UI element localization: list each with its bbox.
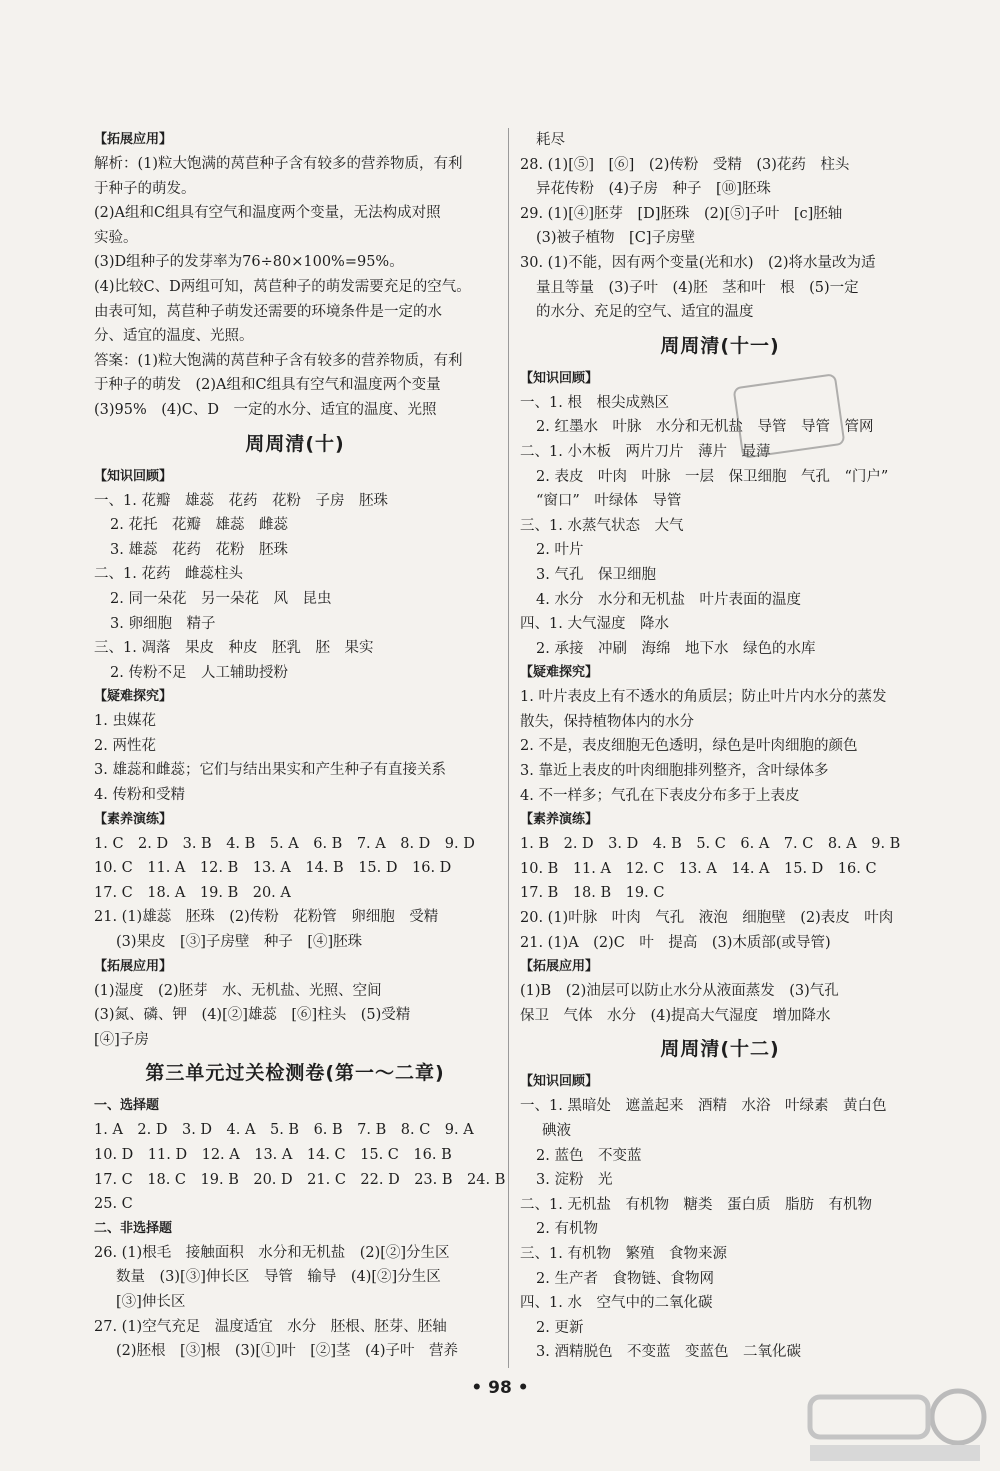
answer-line: 解析：(1)粒大饱满的莴苣种子含有较多的营养物质，有利 <box>94 156 463 172</box>
answer-line: 2. 不是，表皮细胞无色透明，绿色是叶肉细胞的颜色 <box>520 738 858 755</box>
section-heading: 【知识回顾】 <box>520 370 599 386</box>
answer-line: 2. 同一朵花 另一朵花 风 昆虫 <box>110 590 332 607</box>
answer-line: 2. 蓝色 不变蓝 <box>536 1147 642 1164</box>
answer-line: 1. 虫媒花 <box>94 713 156 730</box>
answer-line: (1)B (2)油层可以防止水分从液面蒸发 (3)气孔 <box>520 983 839 1000</box>
answer-line: 二、1. 小木板 两片刀片 薄片 最薄 <box>520 443 771 460</box>
answer-line: 1. B 2. D 3. D 4. B 5. C 6. A 7. C 8. A 9. B <box>520 836 901 853</box>
left-column <box>94 128 506 1364</box>
answer-line: 28. (1)[⑤] [⑥] (2)传粉 受精 (3)花药 柱头 <box>520 156 850 173</box>
answer-line: (4)比较C、D两组可知，莴苣种子的萌发需要充足的空气。 <box>94 278 471 295</box>
answer-line: 二、1. 无机盐 有机物 糖类 蛋白质 脂肪 有机物 <box>520 1196 872 1213</box>
section-title: 周周清(十一) <box>660 334 780 357</box>
answer-line: 17. C 18. C 19. B 20. D 21. C 22. D 23. B 24. B <box>94 1171 506 1188</box>
answer-line: 三、1. 有机物 繁殖 食物来源 <box>520 1245 727 1262</box>
answer-line: “窗口” 叶绿体 导管 <box>536 493 682 510</box>
answer-line: 3. 酒精脱色 不变蓝 变蓝色 二氧化碳 <box>536 1344 801 1361</box>
stamp-mark <box>732 373 845 459</box>
answer-line: 答案：(1)粒大饱满的莴苣种子含有较多的营养物质，有利 <box>94 352 463 369</box>
answer-line: 碘液 <box>542 1123 571 1139</box>
answer-line: 29. (1)[④]胚芽 [D]胚珠 (2)[⑤]子叶 [c]胚轴 <box>520 205 843 222</box>
answer-line: 于种子的萌发。 <box>94 180 196 197</box>
answer-line: 20. (1)叶脉 叶肉 气孔 液泡 细胞壁 (2)表皮 叶肉 <box>520 910 894 927</box>
answer-line: 三、1. 凋落 果皮 种皮 胚乳 胚 果实 <box>94 640 374 657</box>
answer-line: 一、1. 根 根尖成熟区 <box>520 394 669 411</box>
section-heading: 【知识回顾】 <box>520 1074 599 1090</box>
answer-line: 25. C <box>94 1196 133 1213</box>
answer-line: 2. 更新 <box>536 1319 584 1336</box>
answer-line: 2. 生产者 食物链、食物网 <box>536 1270 714 1287</box>
answer-line: 于种子的萌发 (2)A组和C组具有空气和温度两个变量 <box>94 377 441 394</box>
answer-line: 四、1. 水 空气中的二氧化碳 <box>520 1295 713 1312</box>
answer-line: (3)果皮 [③]子房壁 种子 [④]胚珠 <box>116 934 363 951</box>
answer-line: (1)湿度 (2)胚芽 水、无机盐、光照、空间 <box>94 982 382 999</box>
answer-line: 2. 传粉不足 人工辅助授粉 <box>110 664 288 681</box>
answer-line: 的水分、充足的空气、适宜的温度 <box>536 304 754 321</box>
section-heading: 【疑难探究】 <box>94 689 173 705</box>
watermark-logo <box>798 1375 988 1467</box>
answer-line: 26. (1)根毛 接触面积 水分和无机盐 (2)[②]分生区 <box>94 1244 450 1261</box>
answer-line: 二、1. 花药 雌蕊柱头 <box>94 566 243 583</box>
answer-line: (3)D组种子的发芽率为76÷80×100%=95%。 <box>94 254 404 271</box>
answer-line: 数量 (3)[③]伸长区 导管 输导 (4)[②]分生区 <box>116 1269 441 1286</box>
answer-line: 由表可知，莴苣种子萌发还需要的环境条件是一定的水 <box>94 303 442 320</box>
section-heading: 【拓展应用】 <box>94 132 173 147</box>
answer-line: (2)胚根 [③]根 (3)[①]叶 [②]茎 (4)子叶 营养 <box>116 1343 459 1360</box>
answer-line: 10. C 11. A 12. B 13. A 14. B 15. D 16. D <box>94 860 452 877</box>
answer-line: 2. 承接 冲刷 海绵 地下水 绿色的水库 <box>536 640 816 657</box>
answer-line: 三、1. 水蒸气状态 大气 <box>520 517 684 534</box>
answer-line: (3)被子植物 [C]子房壁 <box>536 230 695 247</box>
answer-line: 散失，保持植物体内的水分 <box>520 713 694 730</box>
answer-line: 量且等量 (3)子叶 (4)胚 茎和叶 根 (5)一定 <box>536 279 859 296</box>
answer-line: 30. (1)不能，因有两个变量(光和水) (2)将水量改为适 <box>520 254 876 271</box>
answer-line: 2. 叶片 <box>536 542 584 559</box>
answer-line: 一、1. 花瓣 雄蕊 花药 花粉 子房 胚珠 <box>94 492 388 509</box>
section-heading: 二、非选择题 <box>94 1220 173 1236</box>
answer-line: 3. 雄蕊 花药 花粉 胚珠 <box>110 541 288 558</box>
answer-line: 27. (1)空气充足 温度适宜 水分 胚根、胚芽、胚轴 <box>94 1318 447 1335</box>
section-title: 第三单元过关检测卷(第一～二章) <box>145 1062 445 1085</box>
section-heading: 【知识回顾】 <box>94 468 173 484</box>
section-heading: 一、选择题 <box>94 1098 160 1114</box>
answer-line: 3. 靠近上表皮的叶肉细胞排列整齐，含叶绿体多 <box>520 763 829 780</box>
answer-line: 实验。 <box>94 229 138 246</box>
answer-line: 分、适宜的温度、光照。 <box>94 328 254 345</box>
answer-line: 一、1. 黑暗处 遮盖起来 酒精 水浴 叶绿素 黄白色 <box>520 1098 887 1115</box>
section-heading: 【拓展应用】 <box>94 958 173 974</box>
answer-line: 耗尽 <box>536 132 565 148</box>
answer-line: 异花传粉 (4)子房 种子 [⑩]胚珠 <box>536 181 771 198</box>
answer-line: 21. (1)雄蕊 胚珠 (2)传粉 花粉管 卵细胞 受精 <box>94 909 439 926</box>
section-heading: 【素养演练】 <box>94 811 173 827</box>
answer-line: 17. B 18. B 19. C <box>520 885 665 902</box>
answer-line: 四、1. 大气湿度 降水 <box>520 616 669 633</box>
answer-line: [③]伸长区 <box>116 1293 186 1310</box>
answer-line: 21. (1)A (2)C 叶 提高 (3)木质部(或导管) <box>520 934 831 951</box>
answer-line: 1. 叶片表皮上有不透水的角质层；防止叶片内水分的蒸发 <box>520 689 887 706</box>
answer-line: 3. 淀粉 光 <box>536 1172 613 1189</box>
answer-line: 10. D 11. D 12. A 13. A 14. C 15. C 16. B <box>94 1147 452 1163</box>
answer-line: 17. C 18. A 19. B 20. A <box>94 884 291 901</box>
answer-line: 保卫 气体 水分 (4)提高大气湿度 增加降水 <box>520 1007 831 1024</box>
answer-line: 3. 卵细胞 精子 <box>110 615 216 632</box>
section-heading: 【疑难探究】 <box>520 665 599 681</box>
section-heading: 【拓展应用】 <box>520 959 599 975</box>
column-divider <box>508 128 509 1368</box>
answer-line: 4. 水分 水分和无机盐 叶片表面的温度 <box>536 591 801 608</box>
answer-line: 1. C 2. D 3. B 4. B 5. A 6. B 7. A 8. D 9. D <box>94 835 475 852</box>
answer-line: 3. 气孔 保卫细胞 <box>536 566 656 583</box>
section-heading: 【素养演练】 <box>520 812 599 828</box>
answer-line: 4. 不一样多；气孔在下表皮分布多于上表皮 <box>520 787 800 804</box>
answer-line: 4. 传粉和受精 <box>94 787 185 804</box>
answer-line: 2. 表皮 叶肉 叶脉 一层 保卫细胞 气孔 “门户” <box>536 468 889 485</box>
answer-line: 3. 雄蕊和雌蕊；它们与结出果实和产生种子有直接关系 <box>94 762 446 779</box>
answer-line: (2)A组和C组具有空气和温度两个变量，无法构成对照 <box>94 205 441 222</box>
answer-line: 2. 有机物 <box>536 1221 598 1238</box>
answer-line: 10. B 11. A 12. C 13. A 14. A 15. D 16. C <box>520 860 877 877</box>
section-title: 周周清(十二) <box>660 1038 780 1061</box>
right-column <box>520 128 920 1365</box>
answer-line: (3)95% (4)C、D 一定的水分、适宜的温度、光照 <box>94 401 437 418</box>
answer-line: 2. 花托 花瓣 雄蕊 雌蕊 <box>110 517 288 534</box>
section-title: 周周清(十) <box>245 432 345 455</box>
page-number: • 98 • <box>471 1378 529 1398</box>
answer-line: [④]子房 <box>94 1031 149 1048</box>
answer-line: 2. 两性花 <box>94 737 156 754</box>
answer-line: 2. 红墨水 叶脉 水分和无机盐 导管 导管 管网 <box>536 419 874 436</box>
answer-line: (3)氮、磷、钾 (4)[②]雄蕊 [⑥]柱头 (5)受精 <box>94 1007 411 1024</box>
answer-line: 1. A 2. D 3. D 4. A 5. B 6. B 7. B 8. C 9. A <box>94 1122 474 1139</box>
